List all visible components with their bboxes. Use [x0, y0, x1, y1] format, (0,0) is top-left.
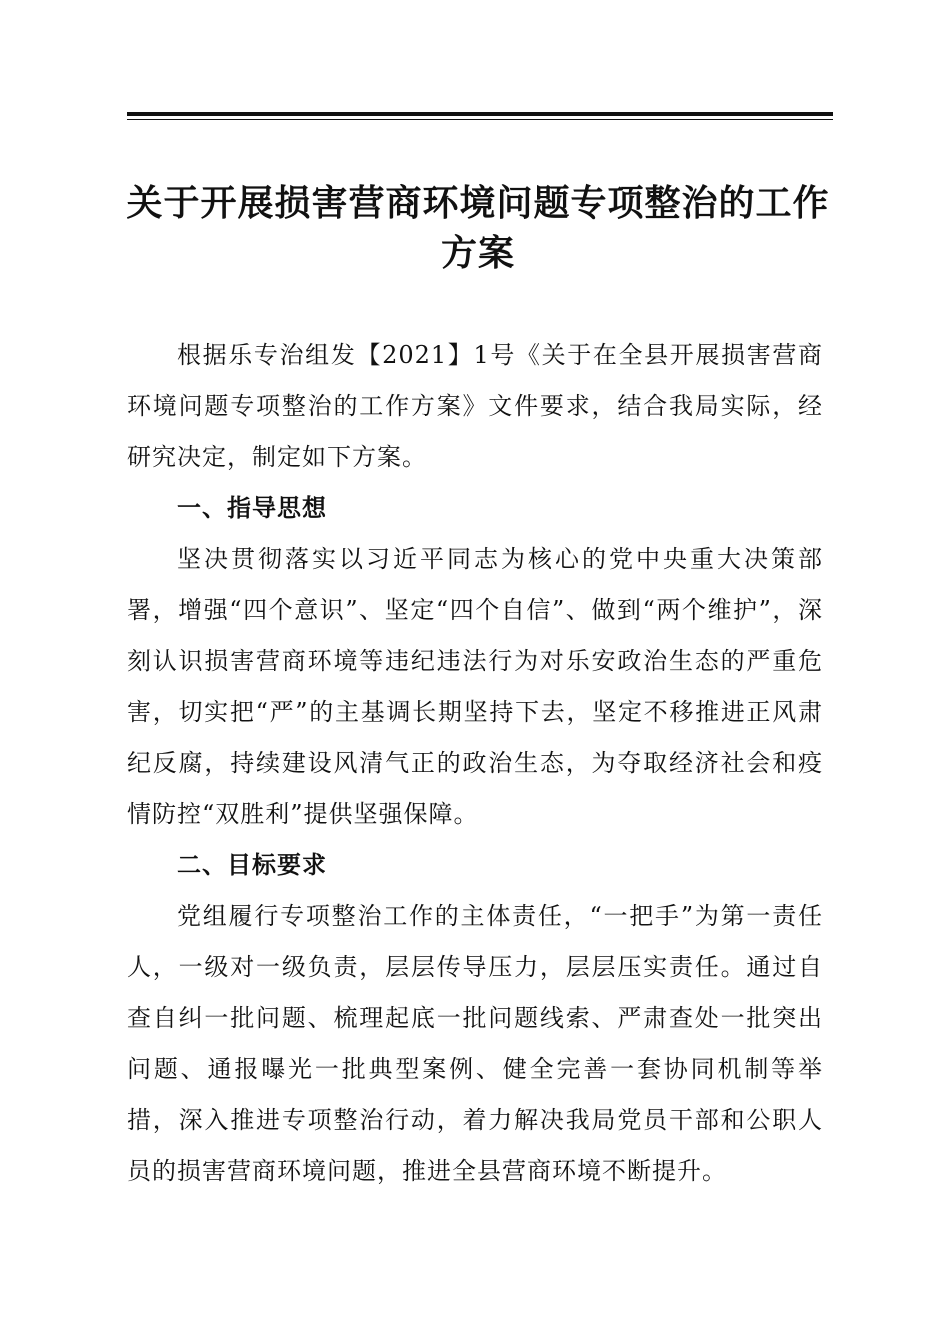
header-rule-thin: [127, 119, 833, 120]
section-body-guiding-ideology: 坚决贯彻落实以习近平同志为核心的党中央重大决策部署，增强“四个意识”、坚定“四个自信”、做到“两个维护”，深刻认识损害营商环境等违纪违法行为对乐安政治生态的严重危害，切实把“严”的主基调长期坚持下去，坚定不移推进正风肃纪反腐，持续建设风清气正的政治生态，为夺取经济社会和疫情防控“双胜利”提供坚强保障。: [127, 545, 823, 828]
section-heading-objectives: 二、目标要求: [177, 851, 327, 879]
intro-paragraph: 根据乐专治组发【2021】1号《关于在全县开展损害营商环境问题专项整治的工作方案》文件要求，结合我局实际，经研究决定，制定如下方案。: [127, 341, 823, 471]
section-body-objectives: 党组履行专项整治工作的主体责任，“一把手”为第一责任人，一级对一级负责，层层传导压力，层层压实责任。通过自查自纠一批问题、梳理起底一批问题线索、严肃查处一批突出问题、通报曝光一批典型案例、健全完善一套协同机制等举措，深入推进专项整治行动，着力解决我局党员干部和公职人员的损害营商环境问题，推进全县营商环境不断提升。: [127, 902, 823, 1185]
section-heading-guiding-ideology: 一、指导思想: [177, 494, 327, 522]
document-body: [127, 330, 823, 1197]
document-title: 关于开展损害营商环境问题专项整治的工作方案: [126, 182, 830, 274]
header-rule-thick: [127, 112, 833, 116]
